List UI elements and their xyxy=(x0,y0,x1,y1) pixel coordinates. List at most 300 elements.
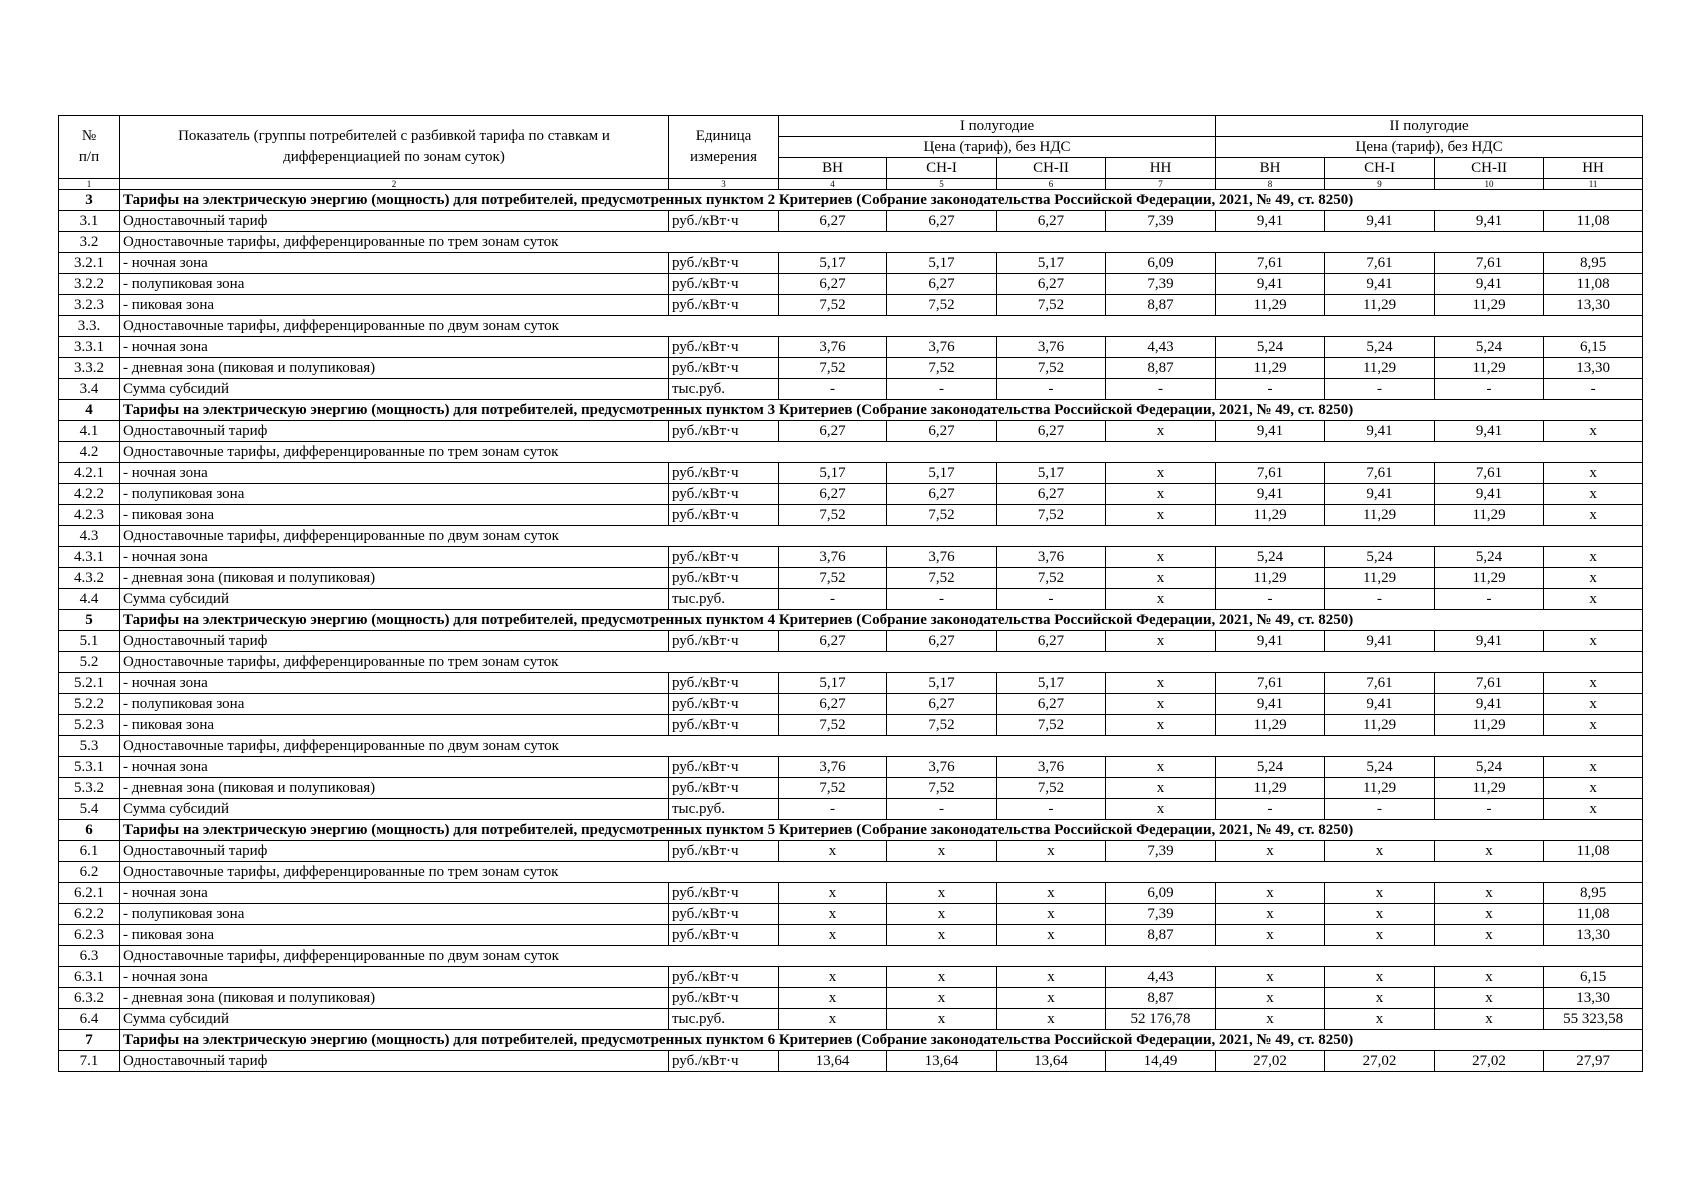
row-number: 3.1 xyxy=(59,211,120,232)
row-value: 5,17 xyxy=(997,253,1106,274)
row-value: x xyxy=(1544,778,1643,799)
row-value: 9,41 xyxy=(1325,211,1435,232)
row-value: x xyxy=(1325,925,1435,946)
row-value: 5,24 xyxy=(1435,757,1544,778)
row-value: 7,61 xyxy=(1216,463,1325,484)
section-title: Тарифы на электрическую энергию (мощность) для потребителей, предусмотренных пунктом 4 Критериев (Собрание законодательства Российской Федерации, 2021, № 49, ст. 8250) xyxy=(120,610,1643,631)
row-indicator: - ночная зона xyxy=(120,673,669,694)
row-unit: руб./кВт·ч xyxy=(669,421,779,442)
group-row xyxy=(59,442,1643,463)
row-value: x xyxy=(1106,421,1216,442)
table-row xyxy=(59,379,1643,400)
row-value: 11,08 xyxy=(1544,841,1643,862)
row-value: 3,76 xyxy=(779,337,887,358)
row-value: - xyxy=(779,799,887,820)
row-value: 52 176,78 xyxy=(1106,1009,1216,1030)
row-value: x xyxy=(1544,463,1643,484)
section-title: Тарифы на электрическую энергию (мощность) для потребителей, предусмотренных пунктом 2 Критериев (Собрание законодательства Российской Федерации, 2021, № 49, ст. 8250) xyxy=(120,190,1643,211)
row-unit: руб./кВт·ч xyxy=(669,967,779,988)
row-value: 6,27 xyxy=(887,484,997,505)
table-row xyxy=(59,757,1643,778)
row-value: 7,61 xyxy=(1435,673,1544,694)
table-row xyxy=(59,463,1643,484)
row-value: - xyxy=(997,589,1106,610)
row-value: x xyxy=(1544,484,1643,505)
row-value: 9,41 xyxy=(1216,631,1325,652)
row-indicator: - полупиковая зона xyxy=(120,484,669,505)
group-row xyxy=(59,736,1643,757)
row-value: x xyxy=(1216,925,1325,946)
table-row xyxy=(59,421,1643,442)
row-value: 7,39 xyxy=(1106,274,1216,295)
row-value: - xyxy=(1435,799,1544,820)
row-value: 3,76 xyxy=(997,547,1106,568)
row-value: x xyxy=(1216,904,1325,925)
column-number: 4 xyxy=(779,179,887,190)
section-title: Тарифы на электрическую энергию (мощность) для потребителей, предусмотренных пунктом 3 Критериев (Собрание законодательства Российской Федерации, 2021, № 49, ст. 8250) xyxy=(120,400,1643,421)
row-value: - xyxy=(887,589,997,610)
row-value: 7,52 xyxy=(997,778,1106,799)
row-value: 11,29 xyxy=(1216,295,1325,316)
column-number: 9 xyxy=(1325,179,1435,190)
row-value: x xyxy=(887,883,997,904)
group-row xyxy=(59,316,1643,337)
row-value: 11,29 xyxy=(1435,568,1544,589)
row-value: x xyxy=(1216,967,1325,988)
group-row xyxy=(59,652,1643,673)
row-value: x xyxy=(779,1009,887,1030)
row-unit: руб./кВт·ч xyxy=(669,883,779,904)
row-value: x xyxy=(779,904,887,925)
row-value: 9,41 xyxy=(1325,274,1435,295)
row-value: x xyxy=(1106,631,1216,652)
row-number: 4 xyxy=(59,400,120,421)
row-value: 13,30 xyxy=(1544,295,1643,316)
row-value: 5,17 xyxy=(997,463,1106,484)
row-value: 9,41 xyxy=(1435,694,1544,715)
row-value: x xyxy=(1106,484,1216,505)
row-value: 11,29 xyxy=(1216,358,1325,379)
row-number: 3.2.2 xyxy=(59,274,120,295)
row-number: 4.1 xyxy=(59,421,120,442)
row-value: x xyxy=(887,841,997,862)
row-value: 9,41 xyxy=(1325,421,1435,442)
row-value: 9,41 xyxy=(1216,421,1325,442)
row-value: x xyxy=(1325,883,1435,904)
row-number: 4.2.1 xyxy=(59,463,120,484)
header-half-1: I полугодие xyxy=(779,116,1216,137)
row-value: x xyxy=(997,841,1106,862)
row-value: 7,52 xyxy=(887,505,997,526)
row-value: x xyxy=(1325,988,1435,1009)
row-value: 8,95 xyxy=(1544,253,1643,274)
row-indicator: - ночная зона xyxy=(120,883,669,904)
row-value: x xyxy=(779,988,887,1009)
row-value: x xyxy=(1106,715,1216,736)
header-indicator xyxy=(120,116,669,179)
header-unit xyxy=(669,116,779,179)
row-value: x xyxy=(1325,904,1435,925)
row-unit: руб./кВт·ч xyxy=(669,358,779,379)
row-value: 9,41 xyxy=(1325,484,1435,505)
row-value: 7,52 xyxy=(887,295,997,316)
row-indicator: Одноставочный тариф xyxy=(120,421,669,442)
row-value: 9,41 xyxy=(1435,484,1544,505)
row-value: x xyxy=(1435,967,1544,988)
column-number-row xyxy=(59,179,1643,190)
column-number: 6 xyxy=(997,179,1106,190)
row-value: 6,15 xyxy=(1544,967,1643,988)
row-value: 8,87 xyxy=(1106,295,1216,316)
row-indicator: - ночная зона xyxy=(120,337,669,358)
row-indicator: - дневная зона (пиковая и полупиковая) xyxy=(120,358,669,379)
row-unit: руб./кВт·ч xyxy=(669,1051,779,1072)
row-value: 7,52 xyxy=(779,778,887,799)
row-unit: руб./кВт·ч xyxy=(669,274,779,295)
row-indicator: Одноставочный тариф xyxy=(120,1051,669,1072)
group-row xyxy=(59,862,1643,883)
row-value: - xyxy=(1435,379,1544,400)
row-number: 3.3.2 xyxy=(59,358,120,379)
row-number: 6.1 xyxy=(59,841,120,862)
column-number: 3 xyxy=(669,179,779,190)
row-indicator: - ночная зона xyxy=(120,757,669,778)
row-value: 13,64 xyxy=(887,1051,997,1072)
table-row xyxy=(59,778,1643,799)
row-unit: руб./кВт·ч xyxy=(669,463,779,484)
row-indicator: - ночная зона xyxy=(120,967,669,988)
row-number: 3.4 xyxy=(59,379,120,400)
row-value: x xyxy=(1544,421,1643,442)
row-value: 11,08 xyxy=(1544,211,1643,232)
row-value: 7,52 xyxy=(779,358,887,379)
row-value: 3,76 xyxy=(887,547,997,568)
row-value: 13,64 xyxy=(779,1051,887,1072)
row-value: 5,24 xyxy=(1325,547,1435,568)
section-title: Тарифы на электрическую энергию (мощность) для потребителей, предусмотренных пунктом 5 Критериев (Собрание законодательства Российской Федерации, 2021, № 49, ст. 8250) xyxy=(120,820,1643,841)
tariff-table xyxy=(58,115,1643,1072)
header-level: СН-I xyxy=(1325,158,1435,179)
row-value: 9,41 xyxy=(1216,694,1325,715)
row-value: x xyxy=(1544,631,1643,652)
row-number: 3.2.3 xyxy=(59,295,120,316)
table-row xyxy=(59,925,1643,946)
table-row xyxy=(59,883,1643,904)
row-value: x xyxy=(779,841,887,862)
row-indicator: - ночная зона xyxy=(120,547,669,568)
row-indicator: Сумма субсидий xyxy=(120,1009,669,1030)
row-unit: руб./кВт·ч xyxy=(669,211,779,232)
row-value: x xyxy=(1435,988,1544,1009)
row-value: - xyxy=(1325,589,1435,610)
row-value: x xyxy=(997,925,1106,946)
row-value: 27,02 xyxy=(1325,1051,1435,1072)
row-value: x xyxy=(1544,568,1643,589)
row-value: 7,52 xyxy=(997,295,1106,316)
row-value: 9,41 xyxy=(1216,484,1325,505)
table-row xyxy=(59,715,1643,736)
column-number: 8 xyxy=(1216,179,1325,190)
row-value: - xyxy=(1106,379,1216,400)
row-number: 4.2 xyxy=(59,442,120,463)
row-value: 6,27 xyxy=(887,694,997,715)
row-value: 9,41 xyxy=(1216,211,1325,232)
row-value: 7,61 xyxy=(1325,673,1435,694)
row-value: 7,61 xyxy=(1435,463,1544,484)
row-value: 6,27 xyxy=(779,274,887,295)
row-value: x xyxy=(1544,673,1643,694)
row-number: 3.3.1 xyxy=(59,337,120,358)
row-number: 4.2.3 xyxy=(59,505,120,526)
row-value: 7,52 xyxy=(779,295,887,316)
row-value: 5,24 xyxy=(1216,337,1325,358)
row-value: 5,17 xyxy=(887,463,997,484)
row-value: 7,52 xyxy=(997,568,1106,589)
row-value: - xyxy=(1435,589,1544,610)
row-unit: руб./кВт·ч xyxy=(669,253,779,274)
table-row xyxy=(59,358,1643,379)
header-price-2: Цена (тариф), без НДС xyxy=(1216,137,1643,158)
row-value: 5,17 xyxy=(997,673,1106,694)
row-value: 11,29 xyxy=(1325,505,1435,526)
group-row xyxy=(59,946,1643,967)
row-value: x xyxy=(1544,589,1643,610)
column-number: 10 xyxy=(1435,179,1544,190)
row-value: 11,29 xyxy=(1435,505,1544,526)
row-value: 13,30 xyxy=(1544,988,1643,1009)
row-indicator: - дневная зона (пиковая и полупиковая) xyxy=(120,988,669,1009)
row-indicator: Сумма субсидий xyxy=(120,589,669,610)
row-indicator: - ночная зона xyxy=(120,253,669,274)
row-number: 3.2 xyxy=(59,232,120,253)
section-row xyxy=(59,1030,1643,1051)
row-value: x xyxy=(1106,589,1216,610)
header-indicator-text: Показатель (группы потребителей с разбивкой тарифа по ставкам и дифференциацией по зонам суток) xyxy=(178,128,610,165)
row-unit: руб./кВт·ч xyxy=(669,778,779,799)
group-title: Одноставочные тарифы, дифференцированные по трем зонам суток xyxy=(120,232,1643,253)
section-row xyxy=(59,190,1643,211)
header-half-2: II полугодие xyxy=(1216,116,1643,137)
row-number: 6.4 xyxy=(59,1009,120,1030)
row-indicator: - пиковая зона xyxy=(120,295,669,316)
row-value: x xyxy=(1216,1009,1325,1030)
table-row xyxy=(59,694,1643,715)
row-value: 7,52 xyxy=(997,505,1106,526)
section-title: Тарифы на электрическую энергию (мощность) для потребителей, предусмотренных пунктом 6 Критериев (Собрание законодательства Российской Федерации, 2021, № 49, ст. 8250) xyxy=(120,1030,1643,1051)
row-number: 5.4 xyxy=(59,799,120,820)
row-unit: руб./кВт·ч xyxy=(669,295,779,316)
table-row xyxy=(59,673,1643,694)
row-value: 11,08 xyxy=(1544,274,1643,295)
row-value: x xyxy=(1325,967,1435,988)
row-value: 9,41 xyxy=(1435,631,1544,652)
row-value: 13,30 xyxy=(1544,925,1643,946)
document-page xyxy=(58,115,1642,1072)
row-value: 7,61 xyxy=(1216,673,1325,694)
row-value: 6,27 xyxy=(887,211,997,232)
row-value: 11,29 xyxy=(1435,715,1544,736)
row-value: 5,17 xyxy=(779,463,887,484)
group-row xyxy=(59,232,1643,253)
row-value: x xyxy=(1435,904,1544,925)
row-value: 7,39 xyxy=(1106,211,1216,232)
row-value: - xyxy=(1216,589,1325,610)
row-value: x xyxy=(1106,778,1216,799)
column-number: 1 xyxy=(59,179,120,190)
row-value: 7,61 xyxy=(1325,253,1435,274)
row-value: x xyxy=(1106,547,1216,568)
row-number: 5 xyxy=(59,610,120,631)
group-row xyxy=(59,526,1643,547)
row-unit: руб./кВт·ч xyxy=(669,904,779,925)
row-value: x xyxy=(997,988,1106,1009)
row-value: - xyxy=(1216,799,1325,820)
header-level: НН xyxy=(1106,158,1216,179)
row-value: 13,64 xyxy=(997,1051,1106,1072)
table-row xyxy=(59,547,1643,568)
row-number: 6 xyxy=(59,820,120,841)
row-value: 6,27 xyxy=(887,421,997,442)
row-value: 7,52 xyxy=(779,505,887,526)
row-value: 13,30 xyxy=(1544,358,1643,379)
row-value: 6,27 xyxy=(779,211,887,232)
row-indicator: - дневная зона (пиковая и полупиковая) xyxy=(120,778,669,799)
row-value: - xyxy=(887,799,997,820)
row-value: 7,52 xyxy=(887,715,997,736)
row-value: 7,52 xyxy=(779,568,887,589)
row-value: x xyxy=(1544,547,1643,568)
table-body xyxy=(59,190,1643,1072)
row-value: x xyxy=(1106,757,1216,778)
row-number: 5.1 xyxy=(59,631,120,652)
table-row xyxy=(59,589,1643,610)
row-value: x xyxy=(1106,673,1216,694)
table-row xyxy=(59,1051,1643,1072)
row-number: 5.2.3 xyxy=(59,715,120,736)
row-value: x xyxy=(1106,694,1216,715)
row-number: 6.2 xyxy=(59,862,120,883)
row-number: 4.4 xyxy=(59,589,120,610)
table-row xyxy=(59,904,1643,925)
row-value: 7,61 xyxy=(1216,253,1325,274)
table-row xyxy=(59,568,1643,589)
row-indicator: Сумма субсидий xyxy=(120,379,669,400)
row-value: 9,41 xyxy=(1325,631,1435,652)
row-unit: руб./кВт·ч xyxy=(669,673,779,694)
group-title: Одноставочные тарифы, дифференцированные по трем зонам суток xyxy=(120,652,1643,673)
row-indicator: Одноставочный тариф xyxy=(120,211,669,232)
row-value: 9,41 xyxy=(1325,694,1435,715)
row-value: 6,27 xyxy=(779,694,887,715)
row-value: 8,87 xyxy=(1106,358,1216,379)
row-value: 3,76 xyxy=(779,757,887,778)
row-value: 7,61 xyxy=(1325,463,1435,484)
row-unit: руб./кВт·ч xyxy=(669,757,779,778)
row-value: 6,27 xyxy=(887,274,997,295)
row-value: 3,76 xyxy=(779,547,887,568)
row-value: x xyxy=(779,883,887,904)
row-unit: руб./кВт·ч xyxy=(669,505,779,526)
group-title: Одноставочные тарифы, дифференцированные по двум зонам суток xyxy=(120,946,1643,967)
group-title: Одноставочные тарифы, дифференцированные по двум зонам суток xyxy=(120,736,1643,757)
row-value: 3,76 xyxy=(997,337,1106,358)
row-value: 4,43 xyxy=(1106,967,1216,988)
row-value: x xyxy=(1435,883,1544,904)
header-price-1: Цена (тариф), без НДС xyxy=(779,137,1216,158)
row-value: 8,87 xyxy=(1106,988,1216,1009)
row-value: 6,27 xyxy=(997,421,1106,442)
row-unit: руб./кВт·ч xyxy=(669,841,779,862)
row-value: x xyxy=(1106,463,1216,484)
header-level: СН-II xyxy=(997,158,1106,179)
row-value: 7,61 xyxy=(1435,253,1544,274)
table-row xyxy=(59,337,1643,358)
row-value: 8,95 xyxy=(1544,883,1643,904)
row-value: 5,17 xyxy=(887,253,997,274)
row-value: 11,29 xyxy=(1216,568,1325,589)
row-value: 7,52 xyxy=(887,778,997,799)
row-indicator: - пиковая зона xyxy=(120,715,669,736)
row-number: 4.3.2 xyxy=(59,568,120,589)
row-value: x xyxy=(1544,505,1643,526)
row-unit: руб./кВт·ч xyxy=(669,715,779,736)
row-value: x xyxy=(1106,799,1216,820)
row-value: 7,52 xyxy=(779,715,887,736)
row-value: 7,39 xyxy=(1106,904,1216,925)
row-value: 8,87 xyxy=(1106,925,1216,946)
row-value: 11,29 xyxy=(1435,295,1544,316)
row-number: 6.2.1 xyxy=(59,883,120,904)
row-indicator: - полупиковая зона xyxy=(120,274,669,295)
row-value: 5,24 xyxy=(1435,547,1544,568)
row-value: 6,27 xyxy=(779,484,887,505)
row-number: 3 xyxy=(59,190,120,211)
row-value: 11,29 xyxy=(1216,715,1325,736)
row-value: - xyxy=(1325,799,1435,820)
group-title: Одноставочные тарифы, дифференцированные по двум зонам суток xyxy=(120,526,1643,547)
row-number: 5.2.1 xyxy=(59,673,120,694)
row-unit: руб./кВт·ч xyxy=(669,547,779,568)
row-value: x xyxy=(1435,925,1544,946)
table-row xyxy=(59,988,1643,1009)
row-value: 11,29 xyxy=(1325,715,1435,736)
row-number: 4.3.1 xyxy=(59,547,120,568)
row-indicator: Сумма субсидий xyxy=(120,799,669,820)
row-number: 6.3.1 xyxy=(59,967,120,988)
table-row xyxy=(59,295,1643,316)
row-value: 9,41 xyxy=(1435,421,1544,442)
row-value: x xyxy=(1435,1009,1544,1030)
row-value: 5,17 xyxy=(779,253,887,274)
row-value: 11,29 xyxy=(1435,358,1544,379)
row-value: 5,24 xyxy=(1216,757,1325,778)
row-value: 7,52 xyxy=(887,358,997,379)
row-value: 3,76 xyxy=(997,757,1106,778)
header-level: ВН xyxy=(779,158,887,179)
table-row xyxy=(59,799,1643,820)
row-unit: руб./кВт·ч xyxy=(669,988,779,1009)
row-value: 7,39 xyxy=(1106,841,1216,862)
row-value: - xyxy=(1325,379,1435,400)
row-value: x xyxy=(1216,883,1325,904)
row-value: x xyxy=(997,904,1106,925)
row-value: x xyxy=(997,1009,1106,1030)
row-value: 55 323,58 xyxy=(1544,1009,1643,1030)
header-unit-text: Единица измерения xyxy=(689,128,757,165)
row-number: 5.3 xyxy=(59,736,120,757)
header-number-text: № п/п xyxy=(78,128,100,165)
row-unit: тыс.руб. xyxy=(669,589,779,610)
